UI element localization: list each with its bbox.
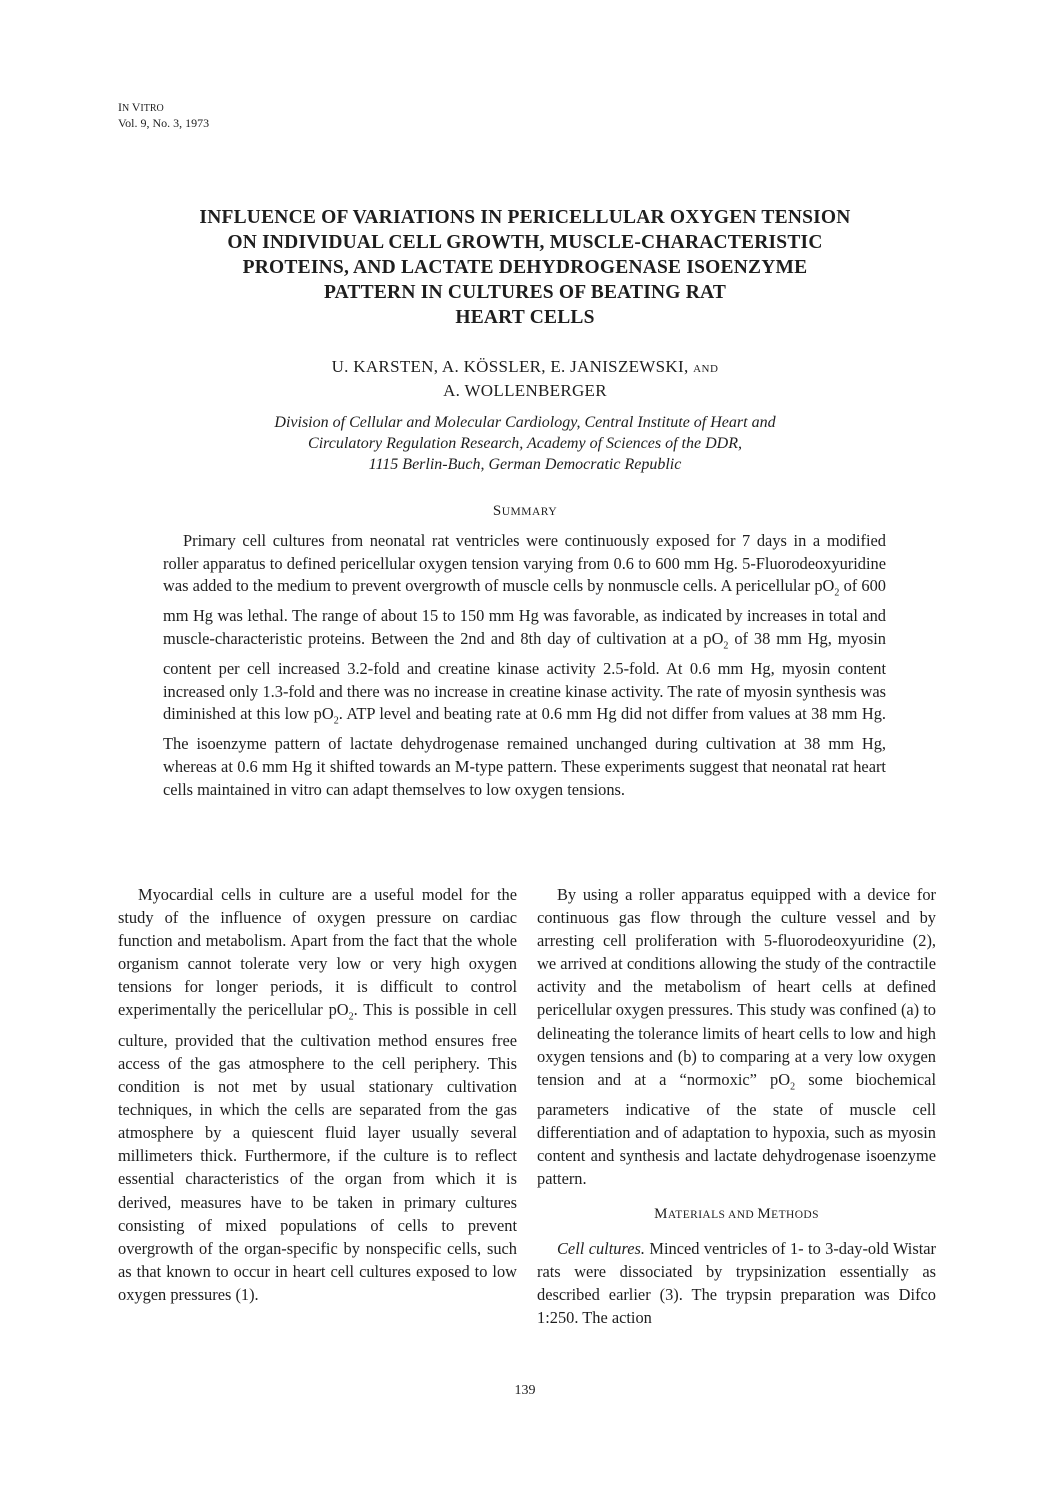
- title-line: PATTERN IN CULTURES OF BEATING RAT: [323, 282, 727, 303]
- affiliation-line: Division of Cellular and Molecular Cardiology, Central Institute of Heart and: [274, 414, 776, 431]
- affiliation-line: Circulatory Regulation Research, Academy of Sciences of the DDR,: [308, 435, 742, 452]
- summary-heading: SUMMARY: [492, 503, 558, 519]
- article-title: [140, 205, 910, 330]
- body-paragraph: Cell cultures. Minced ventricles of 1- to 3-day-old Wistar rats were dissociated by trypsinization essentially as described earlier (3). The trypsin preparation was Difco 1:250. The action: [537, 1238, 936, 1327]
- run-in-heading: Cell cultures.: [557, 1238, 645, 1258]
- authors: [200, 356, 850, 402]
- section-heading-materials-methods: MATERIALS AND METHODS: [654, 1205, 819, 1222]
- body-paragraph: By using a roller apparatus equipped with a device for continuous gas flow through the culture vessel and by arresting cell proliferation with 5-fluorodeoxyuridine (2), we arrived at conditions allowing the study of the contractile activity and the metabolism of heart cells at defined pericellular oxygen pressures. This study was confined (a) to delineating the tolerance limits of heart cells to low and high oxygen tensions and (b) to comparing at a very low oxygen tension and at a “normoxic” $pO_2$ some biochemical parameters indicative of the state of muscle cell differentiation and of adaptation to hypoxia, such as myosin content and synthesis and lactate dehydrogenase isoenzyme pattern.: [537, 885, 936, 1189]
- title-line: INFLUENCE OF VARIATIONS IN PERICELLULAR OXYGEN TENSION: [199, 207, 851, 228]
- affiliation: [150, 412, 900, 475]
- journal-name: IN VITRO: [118, 100, 164, 114]
- summary-abstract: [163, 530, 886, 802]
- title-line: ON INDIVIDUAL CELL GROWTH, MUSCLE-CHARACTERISTIC: [227, 232, 823, 253]
- title-line: PROTEINS, AND LACTATE DEHYDROGENASE ISOENZYME: [242, 257, 808, 278]
- affiliation-line: 1115 Berlin-Buch, German Democratic Republic: [368, 456, 682, 473]
- authors-line-2: A. WOLLENBERGER: [443, 381, 607, 400]
- body-paragraph: Myocardial cells in culture are a useful model for the study of the influence of oxygen pressure on cardiac function and metabolism. Apart from the fact that the whole organism cannot tolerate very low or very high oxygen tensions for longer periods, it is difficult to control experimentally the pericellular $pO_2$. This is possible in cell culture, provided that the cultivation method ensures free access of the gas atmosphere to the cell periphery. This condition is not met by usual stationary cultivation techniques, in which the cells are separated from the gas atmosphere by a quiescent fluid layer usually several millimeters thick. Furthermore, if the culture is to reflect essential characteristics of the organ from which it is derived, measures have to be taken in primary cultures consisting of mixed populations of cells to prevent overgrowth of the organ-specific by nonspecific cells, such as that known to occur in heart cell cultures exposed to low oxygen pressures (1).: [118, 885, 517, 1304]
- body-column-right: [537, 883, 936, 1329]
- authors-line-1: U. KARSTEN, A. KÖSSLER, E. JANISZEWSKI, AND: [331, 357, 719, 376]
- journal-header: [118, 100, 209, 130]
- page-number: 139: [514, 1383, 536, 1398]
- authors-and: AND: [693, 363, 719, 375]
- body-column-left: [118, 883, 517, 1306]
- title-line: HEART CELLS: [455, 307, 595, 328]
- summary-paragraph: Primary cell cultures from neonatal rat ventricles were continuously exposed for 7 days in a modified roller apparatus to defined pericellular oxygen tension varying from 0.6 to 600 mm Hg. 5-Fluorodeoxyuridine was added to the medium to prevent overgrowth of muscle cells by nonmuscle cells. A pericellular $pO_2$ of 600 mm Hg was lethal. The range of about 15 to 150 mm Hg was favorable, as indicated by increases in total and muscle-characteristic proteins. Between the 2nd and 8th day of cultivation at a $pO_2$ of 38 mm Hg, myosin content per cell increased 3.2-fold and creatine kinase activity 2.5-fold. At 0.6 mm Hg, myosin content increased only 1.3-fold and there was no increase in creatine kinase activity. The rate of myosin synthesis was diminished at this low $pO_2$. ATP level and beating rate at 0.6 mm Hg did not differ from values at 38 mm Hg. The isoenzyme pattern of lactate dehydrogenase remained unchanged during cultivation at 38 mm Hg, whereas at 0.6 mm Hg it shifted towards an M-type pattern. These experiments suggest that neonatal rat heart cells maintained in vitro can adapt themselves to low oxygen tensions.: [163, 531, 886, 799]
- journal-volume: Vol. 9, No. 3, 1973: [118, 116, 210, 130]
